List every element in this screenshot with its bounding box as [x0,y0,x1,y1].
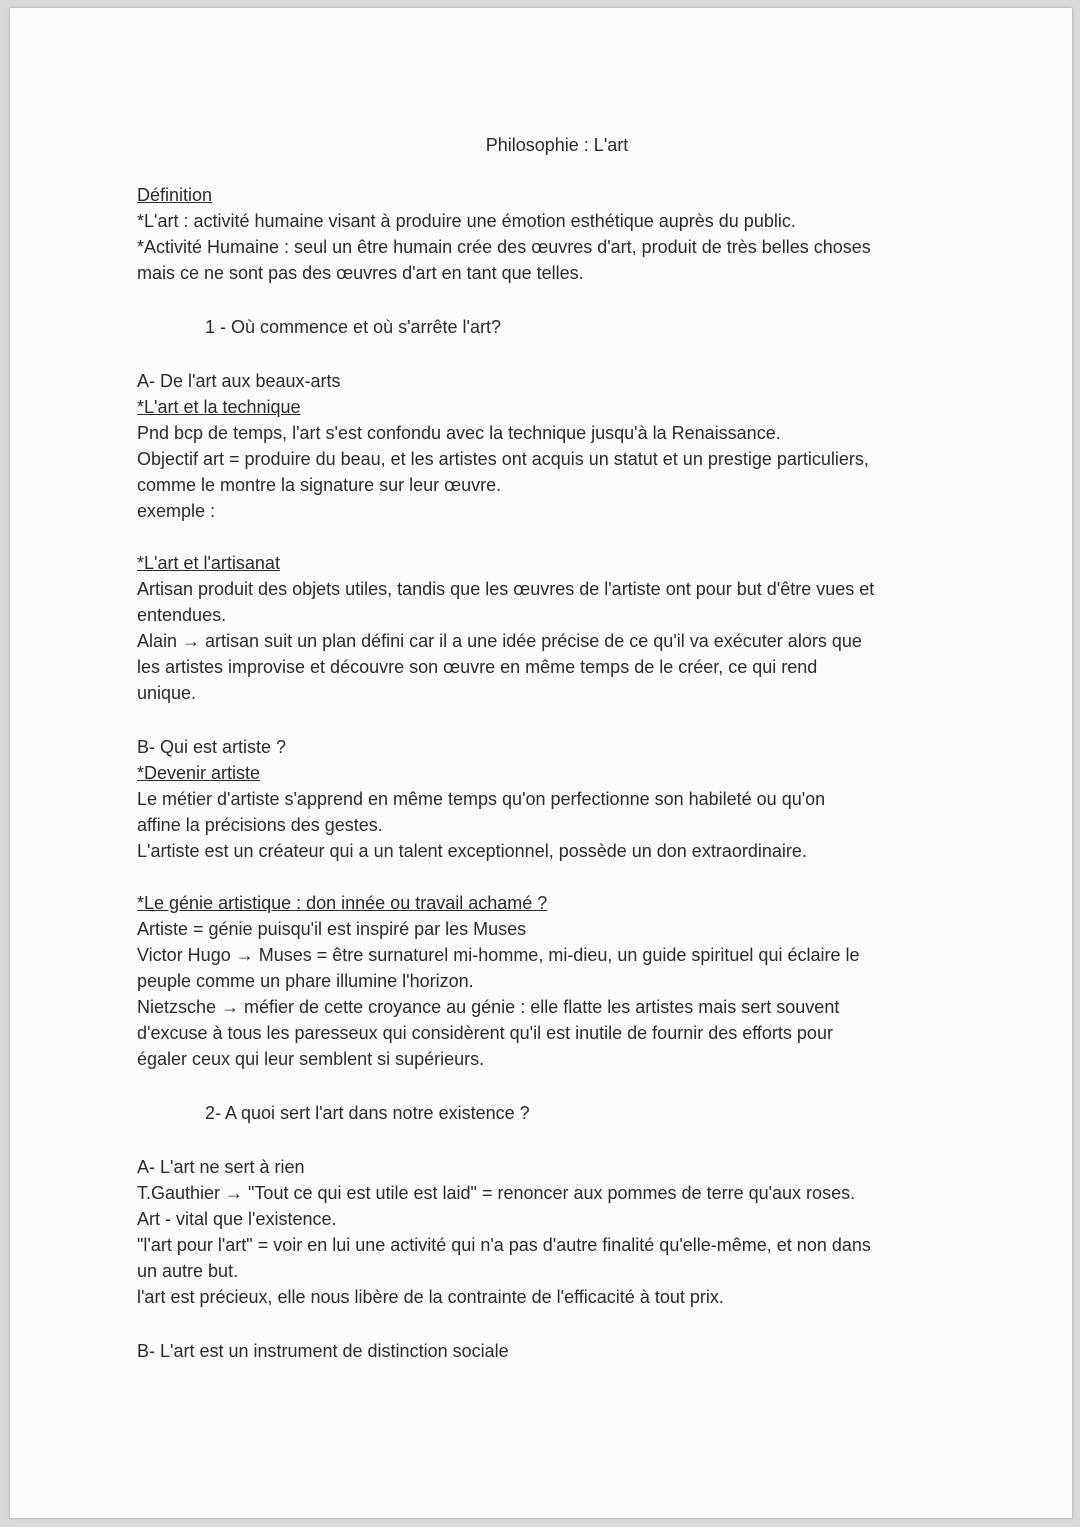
paragraph-line: affine la précisions des gestes. [137,815,383,835]
paragraph-line: Artisan produit des objets utiles, tandis que les œuvres de l'artiste ont pour but d'être vues et [137,579,875,599]
part1-a-heading: A- De l'art aux beaux-arts [137,371,341,391]
part2-heading: 2- A quoi sert l'art dans notre existence ? [205,1103,530,1123]
definition-line: *L'art : activité humaine visant à produire une émotion esthétique auprès du public. [137,211,796,231]
subheading-technique: *L'art et la technique [137,397,301,417]
paragraph-line: Objectif art = produire du beau, et les artistes ont acquis un statut et un prestige particuliers, [137,449,869,469]
paragraph-line: Victor Hugo → Muses = être surnaturel mi-homme, mi-dieu, un guide spirituel qui éclaire le [137,945,860,965]
paragraph-line: T.Gauthier → "Tout ce qui est utile est laid" = renoncer aux pommes de terre qu'aux roses. [137,1183,856,1203]
paragraph-line: les artistes improvise et découvre son œuvre en même temps de le créer, ce qui rend [137,657,818,677]
definition-line: mais ce ne sont pas des œuvres d'art en tant que telles. [137,263,584,283]
paragraph-line: "l'art pour l'art" = voir en lui une activité qui n'a pas d'autre finalité qu'elle-même, et non dans [137,1235,871,1255]
paragraph-line: unique. [137,683,197,703]
part1-a-section [137,368,957,706]
paragraph-line: Pnd bcp de temps, l'art s'est confondu avec la technique jusqu'à la Renaissance. [137,423,781,443]
paragraph-line: Nietzsche → méfier de cette croyance au génie : elle flatte les artistes mais sert souvent [137,997,840,1017]
paragraph-line: Artiste = génie puisqu'il est inspiré par les Muses [137,919,527,939]
part2-b-section [137,1338,957,1364]
paragraph-line: entendues. [137,605,227,625]
part2-a-heading: A- L'art ne sert à rien [137,1157,305,1177]
paragraph-line: Art - vital que l'existence. [137,1209,337,1229]
subheading-genie: *Le génie artistique : don innée ou travail achamé ? [137,893,548,913]
definition-section [137,182,957,286]
part1-heading: 1 - Où commence et où s'arrête l'art? [205,317,501,337]
definition-line: *Activité Humaine : seul un être humain crée des œuvres d'art, produit de très belles choses [137,237,871,257]
paragraph-line: l'art est précieux, elle nous libère de la contrainte de l'efficacité à tout prix. [137,1287,724,1307]
paragraph-line: Alain → artisan suit un plan défini car il a une idée précise de ce qu'il va exécuter alors que [137,631,862,651]
paragraph-line: égaler ceux qui leur semblent si supérieurs. [137,1049,485,1069]
part1-b-section [137,734,957,1072]
paragraph-line: exemple : [137,501,216,521]
part1-b-heading: B- Qui est artiste ? [137,737,287,757]
part2-heading-block [137,1100,957,1126]
page-title: Philosophie : L'art [485,135,629,155]
document-page [10,8,1072,1518]
part2-b-heading: B- L'art est un instrument de distinction sociale [137,1341,509,1361]
part1-heading-block [137,314,957,340]
subheading-artisanat: *L'art et l'artisanat [137,553,280,573]
subheading-devenir-artiste: *Devenir artiste [137,763,261,783]
paragraph-line: comme le montre la signature sur leur œuvre. [137,475,502,495]
paragraph-line: un autre but. [137,1261,239,1281]
paragraph-line: peuple comme un phare illumine l'horizon. [137,971,474,991]
definition-heading: Définition [137,185,213,205]
paragraph-line: Le métier d'artiste s'apprend en même temps qu'on perfectionne son habileté ou qu'on [137,789,826,809]
paragraph-line: L'artiste est un créateur qui a un talent exceptionnel, possède un don extraordinaire. [137,841,807,861]
document-content [137,132,957,1392]
paragraph-line: d'excuse à tous les paresseux qui considèrent qu'il est inutile de fournir des efforts pour [137,1023,833,1043]
part2-a-section [137,1154,957,1310]
